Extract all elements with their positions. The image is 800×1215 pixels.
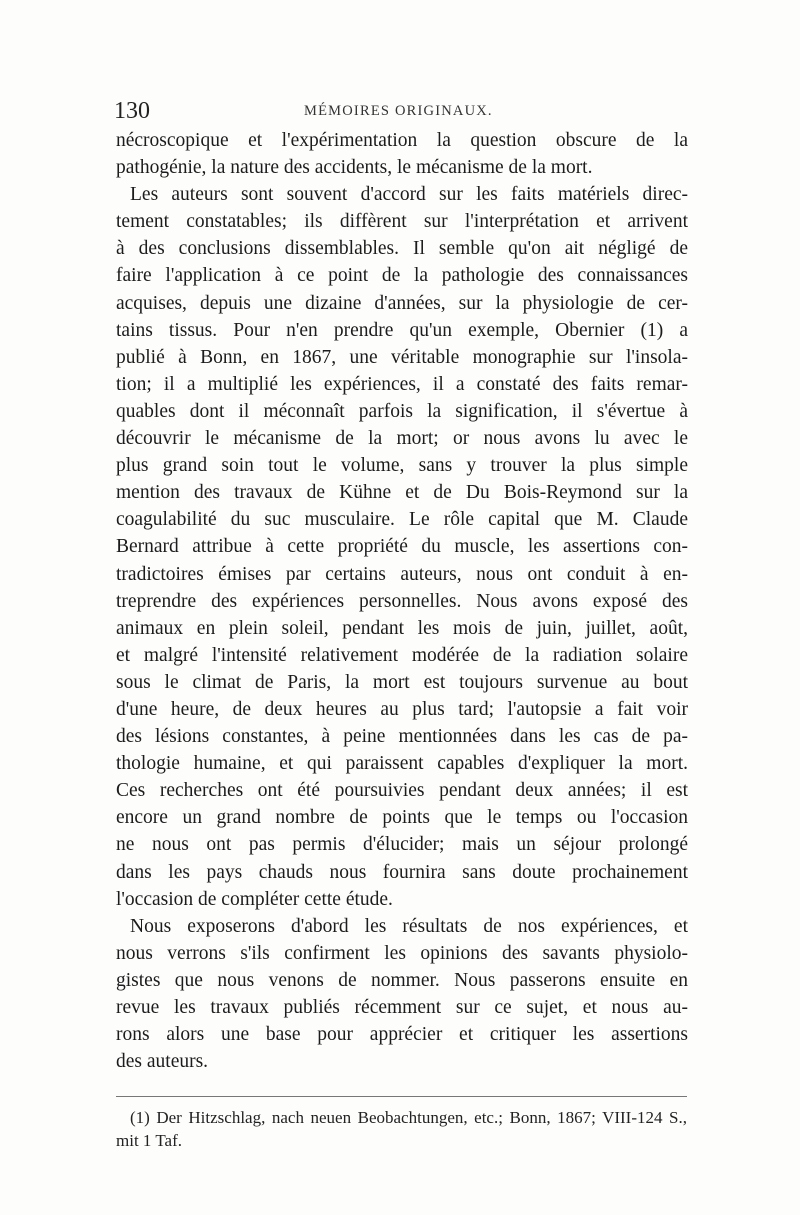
page-number: 130 bbox=[114, 98, 150, 124]
text-line: publié à Bonn, en 1867, une véritable monographie sur l'insola- bbox=[116, 346, 688, 368]
paragraph-start-line: Nous exposerons d'abord les résultats de nos expériences, et bbox=[130, 915, 688, 937]
footnote-line: (1) Der Hitzschlag, nach neuen Beobachtungen, etc.; Bonn, 1867; VIII-124 S., bbox=[130, 1108, 687, 1127]
text-line: des auteurs. bbox=[116, 1051, 209, 1073]
text-line: dans les pays chauds nous fournira sans doute prochainement bbox=[116, 861, 688, 883]
text-line: et malgré l'intensité relativement modérée de la radiation solaire bbox=[116, 644, 688, 666]
text-line: tradictoires émises par certains auteurs, nous ont conduit à en- bbox=[116, 563, 688, 585]
text-line: animaux en plein soleil, pendant les mois de juin, juillet, août, bbox=[116, 617, 688, 639]
text-line: Bernard attribue à cette propriété du muscle, les assertions con- bbox=[116, 536, 688, 558]
text-line: gistes que nous venons de nommer. Nous passerons ensuite en bbox=[116, 969, 688, 991]
text-line: tement constatables; ils diffèrent sur l'interprétation et arrivent bbox=[116, 211, 688, 233]
text-line: acquises, depuis une dizaine d'années, sur la physiologie de cer- bbox=[116, 292, 688, 314]
footnote-line: mit 1 Taf. bbox=[116, 1131, 183, 1150]
text-line: d'une heure, de deux heures au plus tard; l'autopsie a fait voir bbox=[116, 698, 688, 720]
page-header bbox=[114, 98, 685, 126]
text-line: encore un grand nombre de points que le temps ou l'occasion bbox=[116, 807, 688, 829]
text-line: des lésions constantes, à peine mentionnées dans les cas de pa- bbox=[116, 726, 688, 748]
text-line: rons alors une base pour apprécier et critiquer les assertions bbox=[116, 1024, 688, 1046]
text-line: coagulabilité du suc musculaire. Le rôle capital que M. Claude bbox=[116, 509, 688, 531]
text-line: plus grand soin tout le volume, sans y trouver la plus simple bbox=[116, 455, 688, 477]
text-line: à des conclusions dissemblables. Il semble qu'on ait négligé de bbox=[116, 238, 688, 260]
footnote-divider bbox=[116, 1096, 687, 1097]
text-line: Ces recherches ont été poursuivies pendant deux années; il est bbox=[116, 780, 688, 802]
running-title: MÉMOIRES ORIGINAUX. bbox=[304, 103, 493, 119]
text-line: nécroscopique et l'expérimentation la question obscure de la bbox=[116, 130, 688, 151]
text-line: mention des travaux de Kühne et de Du Bois-Reymond sur la bbox=[116, 482, 688, 504]
text-line: faire l'application à ce point de la pathologie des connaissances bbox=[116, 265, 688, 287]
text-line: thologie humaine, et qui paraissent capables d'expliquer la mort. bbox=[116, 753, 688, 775]
text-line: l'occasion de compléter cette étude. bbox=[116, 888, 393, 910]
text-line: treprendre des expériences personnelles. Nous avons exposé des bbox=[116, 590, 688, 612]
text-line: pathogénie, la nature des accidents, le mécanisme de la mort. bbox=[116, 157, 593, 179]
text-line: ne nous ont pas permis d'élucider; mais un séjour prolongé bbox=[116, 834, 688, 856]
text-line: tion; il a multiplié les expériences, il a constaté des faits remar- bbox=[116, 373, 688, 395]
text-line: nous verrons s'ils confirment les opinions des savants physiolo- bbox=[116, 942, 688, 964]
text-line: tains tissus. Pour n'en prendre qu'un exemple, Obernier (1) a bbox=[116, 319, 688, 341]
text-line: sous le climat de Paris, la mort est toujours survenue au bout bbox=[116, 671, 688, 693]
paragraph-start-line: Les auteurs sont souvent d'accord sur les faits matériels direc- bbox=[130, 184, 688, 206]
text-line: découvrir le mécanisme de la mort; or nous avons lu avec le bbox=[116, 428, 688, 450]
text-line: quables dont il méconnaît parfois la signification, il s'évertue à bbox=[116, 400, 688, 422]
text-line: revue les travaux publiés récemment sur ce sujet, et nous au- bbox=[116, 997, 688, 1018]
footnote bbox=[116, 1106, 687, 1152]
body-text bbox=[116, 127, 688, 1075]
